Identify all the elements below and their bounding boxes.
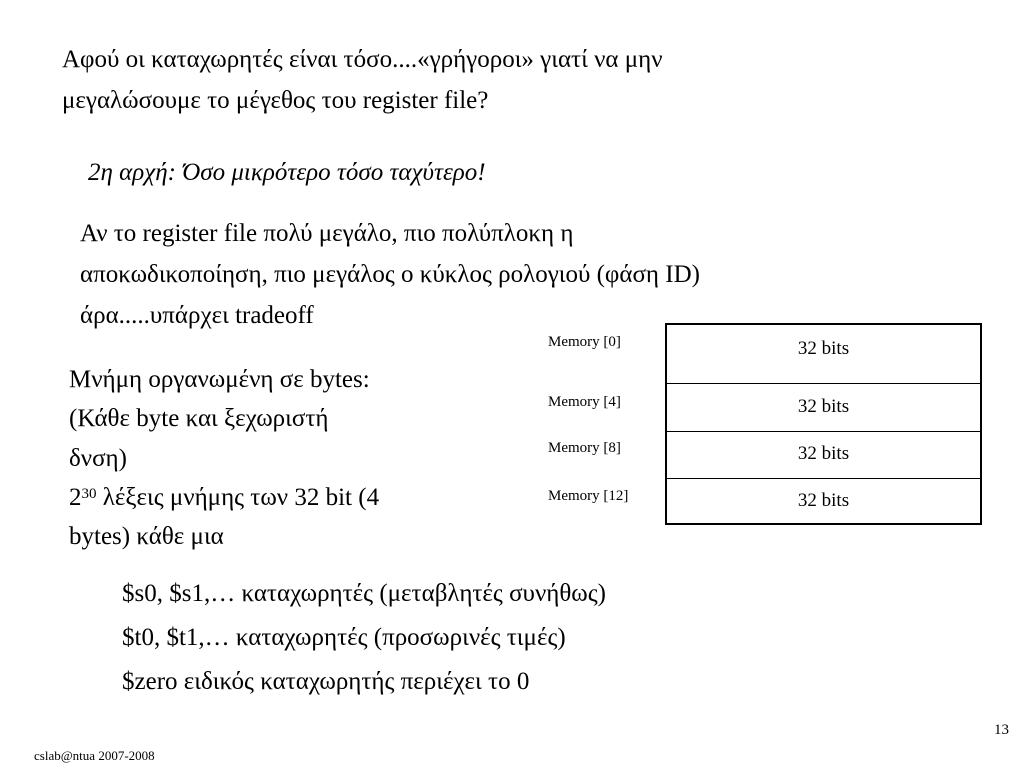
memory-line-2: (Κάθε byte και ξεχωριστή (69, 405, 329, 432)
memory-line-5: bytes) κάθε μια (69, 523, 224, 550)
memory-cell-8: 32 bits (667, 432, 980, 479)
memory-cell-0: 32 bits (667, 325, 980, 384)
memory-line-3: δνση) (69, 445, 127, 472)
memory-words-line (69, 480, 379, 516)
words-exponent: 30 (81, 486, 97, 502)
memory-line-1: Μνήμη οργανωμένη σε bytes: (69, 366, 370, 393)
page-number: 13 (994, 722, 1009, 738)
memory-cell-4: 32 bits (667, 384, 980, 432)
words-rest: λέξεις μνήμης των 32 bit (4 (96, 484, 380, 511)
memory-table (665, 323, 982, 525)
heading-line-1: Αφού οι καταχωρητές είναι τόσο....«γρήγοροι» γιατί να μην (62, 46, 663, 73)
memory-label-8: Memory [8] (548, 440, 621, 456)
tradeoff-line-3: άρα.....υπάρχει tradeoff (80, 302, 314, 329)
memory-label-4: Memory [4] (548, 394, 621, 410)
memory-label-0: Memory [0] (548, 334, 621, 350)
registers-line-3: $zero ειδικός καταχωρητής περιέχει το 0 (122, 668, 530, 695)
tradeoff-line-2: αποκωδικοποίηση, πιο μεγάλος ο κύκλος ρολογιού (φάση ID) (80, 261, 700, 288)
registers-line-2: $t0, $t1,… καταχωρητές (προσωρινές τιμές) (122, 624, 566, 651)
tradeoff-line-1: Αν το register file πολύ μεγάλο, πιο πολύπλοκη η (80, 220, 574, 247)
memory-label-12: Memory [12] (548, 488, 629, 504)
registers-line-1: $s0, $s1,… καταχωρητές (μεταβλητές συνήθως) (122, 580, 606, 607)
principle-text: 2η αρχή: Όσο μικρότερο τόσο ταχύτερο! (88, 159, 486, 186)
memory-cell-12: 32 bits (797, 490, 850, 511)
footer-credit: cslab@ntua 2007-2008 (34, 748, 155, 763)
words-base: 2 (69, 484, 82, 511)
heading-line-2: μεγαλώσουμε το μέγεθος του register file? (62, 87, 489, 114)
